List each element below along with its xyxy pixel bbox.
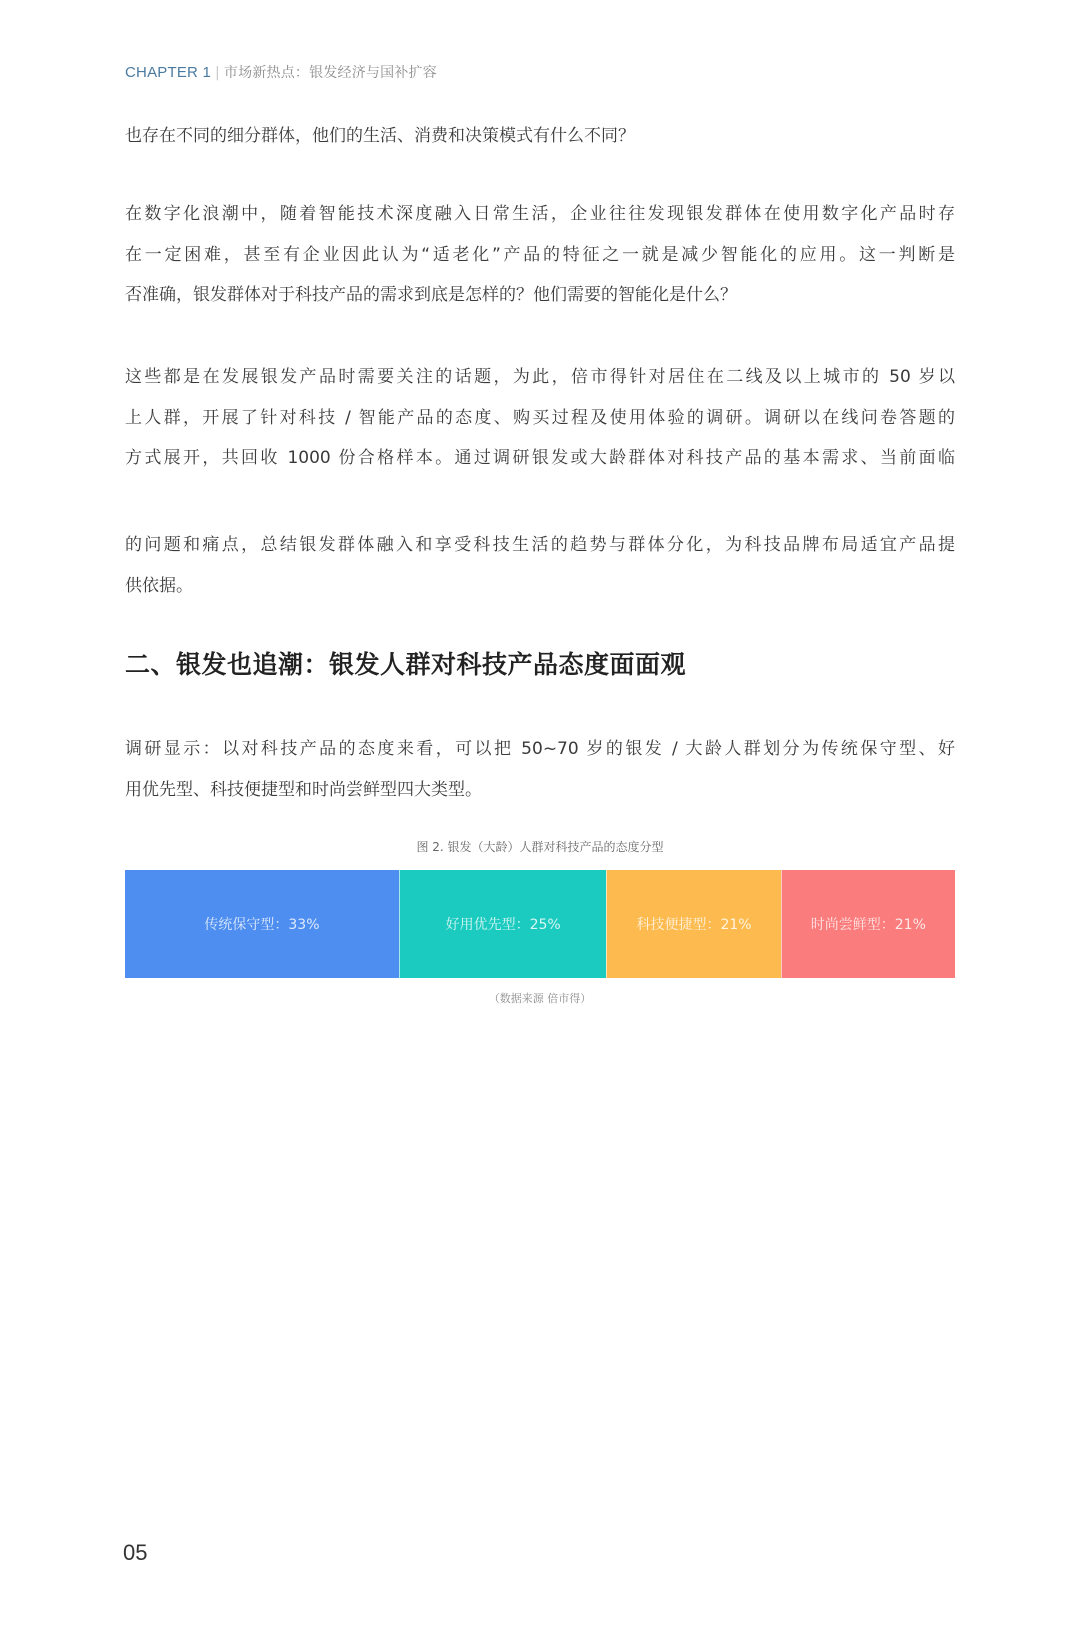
paragraph-3 (125, 357, 955, 479)
chapter-title: 市场新热点：银发经济与国补扩容 (223, 65, 437, 81)
stacked-bar-chart (125, 870, 955, 978)
paragraph-line: 供依据。 (125, 575, 193, 596)
chart-title: 图 2. 银发（大龄）人群对科技产品的态度分型 (416, 840, 664, 854)
bar-segment-3 (606, 870, 780, 978)
paragraph-line: 的问题和痛点，总结银发群体融入和享受科技生活的趋势与群体分化，为科技品牌布局适宜产品提 (125, 535, 955, 555)
paragraph-line: 在一定困难，甚至有企业因此认为“适老化”产品的特征之一就是减少智能化的应用。这一判断是 (125, 244, 955, 265)
paragraph-line: 也存在不同的细分群体，他们的生活、消费和决策模式有什么不同？ (125, 126, 635, 146)
paragraph-line: 在数字化浪潮中，随着智能技术深度融入日常生活，企业往往发现银发群体在使用数字化产品时存 (125, 204, 955, 224)
paragraph-line: 否准确，银发群体对于科技产品的需求到底是怎样的？他们需要的智能化是什么？ (125, 285, 737, 306)
survey-paragraph (125, 729, 955, 810)
segment-label: 传统保守型：33% (204, 917, 320, 933)
page-number: 05 (123, 1540, 148, 1565)
chart-source: （数据来源 倍市得） (488, 992, 592, 1005)
bar-segment-1 (125, 870, 399, 978)
bar-segment-2 (399, 870, 607, 978)
segment-label: 科技便捷型：21% (636, 917, 752, 933)
paragraph-line: 这些都是在发展银发产品时需要关注的话题，为此，倍市得针对居住在二线及以上城市的 50 岁以 (125, 367, 955, 387)
section-heading: 二、银发也追潮：银发人群对科技产品态度面面观 (125, 650, 687, 679)
segment-label: 好用优先型：25% (445, 917, 561, 933)
segment-label: 时尚尝鲜型：21% (810, 917, 926, 933)
bar-segment-4 (781, 870, 955, 978)
paragraph-1 (125, 116, 955, 157)
paragraph-line: 用优先型、科技便捷型和时尚尝鲜型四大类型。 (125, 779, 482, 800)
chapter-label: CHAPTER 1 (125, 64, 211, 81)
paragraph-4 (125, 525, 955, 606)
running-header (125, 62, 437, 82)
header-separator: | (215, 65, 220, 81)
paragraph-line: 方式展开，共回收 1000 份合格样本。通过调研银发或大龄群体对科技产品的基本需求、当前面临 (125, 448, 955, 469)
paragraph-line: 调研显示：以对科技产品的态度来看，可以把 50~70 岁的银发 / 大龄人群划分为传统保守型、好 (125, 739, 955, 759)
paragraph-2 (125, 194, 955, 316)
paragraph-line: 上人群，开展了针对科技 / 智能产品的态度、购买过程及使用体验的调研。调研以在线问卷答题的 (125, 407, 955, 428)
